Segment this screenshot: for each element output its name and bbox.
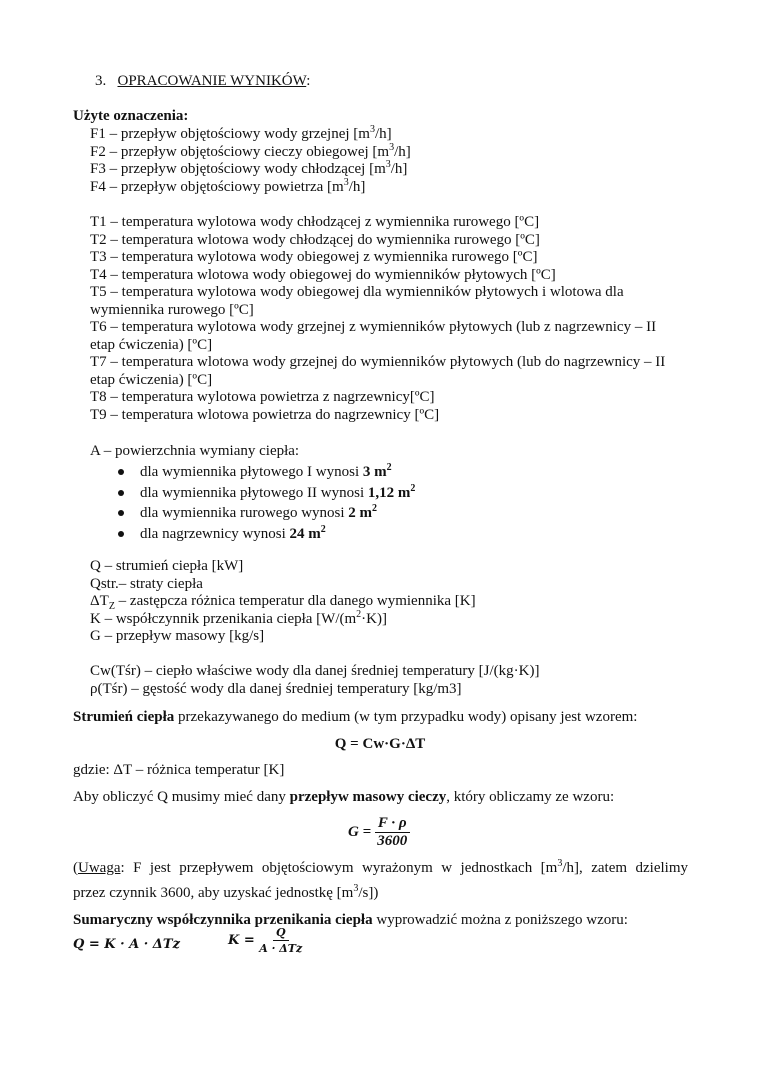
fraction: $\frac{F \cdot \rho}{3600}$	[375, 816, 410, 849]
section-title: OPRACOWANIE WYNIKÓW	[117, 73, 307, 89]
formula-q-kadt: Q = K · A · ΔTz	[73, 937, 180, 952]
flow-f4: F4 – przepływ objętościowy powietrza $[m^3/h]$	[90, 176, 366, 195]
symbol-g: G – przepływ masowy [kg/s]	[90, 628, 265, 644]
temp-line: T2 – temperatura wlotowa wody chłodzącej do wymiennika rurowego [ºC]	[90, 231, 540, 248]
temp-line: T7 – temperatura wlotowa wody grzejnej do wymienników płytowych (lub do nagrzewnicy – II	[90, 354, 666, 370]
symbol-dtz: $\Delta T_Z$ – zastępcza różnica temperatur dla danego wymiennika [K]	[90, 593, 476, 612]
symbol-q: Q – strumień ciepła [kW]	[90, 558, 244, 574]
bullet-icon	[118, 469, 124, 475]
stream-paragraph: Strumień ciepła przekazywanego do medium (w tym przypadku wody) opisany jest wzorem:	[73, 709, 638, 725]
misc-symbols	[90, 558, 690, 646]
flow-f2: F2 – przepływ objętościowy cieczy obiegowej $[m^3/h]$	[90, 141, 411, 160]
symbol-cw: Cw(Tśr) – ciepło właściwe wody dla danej średniej temperatury [J/(kg·K)]	[90, 663, 540, 679]
temp-line: T3 – temperatura wylotowa wody obiegowej z wymiennika rurowego [ºC]	[90, 249, 538, 265]
temp-line: etap ćwiczenia) [ºC]	[90, 371, 213, 388]
list-item: dla nagrzewnicy wynosi 24 $m^2$	[118, 524, 415, 545]
bullet-icon	[118, 531, 124, 537]
formula-g: G = $\frac{F \cdot \rho}{3600}$	[348, 816, 410, 849]
temp-line: T5 – temperatura wylotowa wody obiegowej dla wymienników płytowych i wlotowa dla	[90, 284, 624, 300]
list-item: dla wymiennika rurowego wynosi 2 $m^2$	[118, 503, 415, 524]
temp-line: T8 – temperatura wylotowa powietrza z nagrzewnicy[ºC]	[90, 389, 435, 405]
symbol-rho: ρ(Tśr) – gęstość wody dla danej średniej temperatury [kg/m3]	[90, 680, 462, 697]
section-number: 3.	[95, 73, 107, 89]
sum-paragraph: Sumaryczny współczynnika przenikania ciepła wyprowadzić można z poniższego wzoru:	[73, 912, 628, 928]
symbol-qstr: Qstr.– straty ciepła	[90, 575, 203, 592]
flow-symbols	[90, 126, 690, 196]
flow-f1: F1 – przepływ objętościowy wody grzejnej $[m^3/h]$	[90, 124, 392, 142]
area-list	[118, 462, 415, 544]
where-line: gdzie: ΔT – różnica temperatur [K]	[73, 762, 285, 778]
temp-line: T4 – temperatura wlotowa wody obiegowej do wymienników płytowych [ºC]	[90, 266, 556, 283]
note-line-2: przez czynnik 3600, aby uzyskać jednostkę $[m^3/s]$)	[73, 883, 379, 901]
legend-title: Użyte oznaczenia:	[73, 108, 189, 124]
flow-f3: F3 – przepływ objętościowy wody chłodzącej $[m^3/h]$	[90, 159, 408, 177]
bullet-icon	[118, 490, 124, 496]
property-symbols	[90, 663, 690, 698]
formula-k: K = $\frac{Q}{\text{A · ΔTz}}$	[228, 926, 303, 955]
temp-line: T6 – temperatura wylotowa wody grzejnej z wymienników płytowych (lub z nagrzewnicy – II	[90, 319, 657, 335]
bullet-icon	[118, 510, 124, 516]
temperature-symbols	[90, 214, 690, 424]
mass-paragraph: Aby obliczyć Q musimy mieć dany przepływ masowy cieczy, który obliczamy ze wzoru:	[73, 789, 615, 805]
fraction: $\frac{Q}{\text{A · ΔTz}}$	[259, 926, 303, 955]
formula-q: Q = Cw·G·ΔT	[334, 736, 426, 752]
temp-line: T9 – temperatura wlotowa powietrza do nagrzewnicy [ºC]	[90, 406, 440, 423]
list-item: dla wymiennika płytowego I wynosi 3 $m^2$	[118, 462, 415, 483]
area-title: A – powierzchnia wymiany ciepła:	[90, 443, 300, 459]
section-heading: 3. OPRACOWANIE WYNIKÓW:	[95, 73, 311, 89]
temp-line: wymiennika rurowego [ºC]	[90, 301, 254, 318]
note-line-1: (Uwaga: F jest przepływem objętościowym wyrażonym w jednostkach $[m^3/h]$, zatem dzielimy	[73, 858, 688, 876]
temp-line: etap ćwiczenia) [ºC]	[90, 336, 213, 353]
temp-line: T1 – temperatura wylotowa wody chłodzącej z wymiennika rurowego [ºC]	[90, 214, 540, 230]
list-item: dla wymiennika płytowego II wynosi 1,12 $m^2$	[118, 483, 415, 504]
symbol-k: K – współczynnik przenikania ciepła $[W/(m^2\cdot K)]$	[90, 608, 387, 627]
